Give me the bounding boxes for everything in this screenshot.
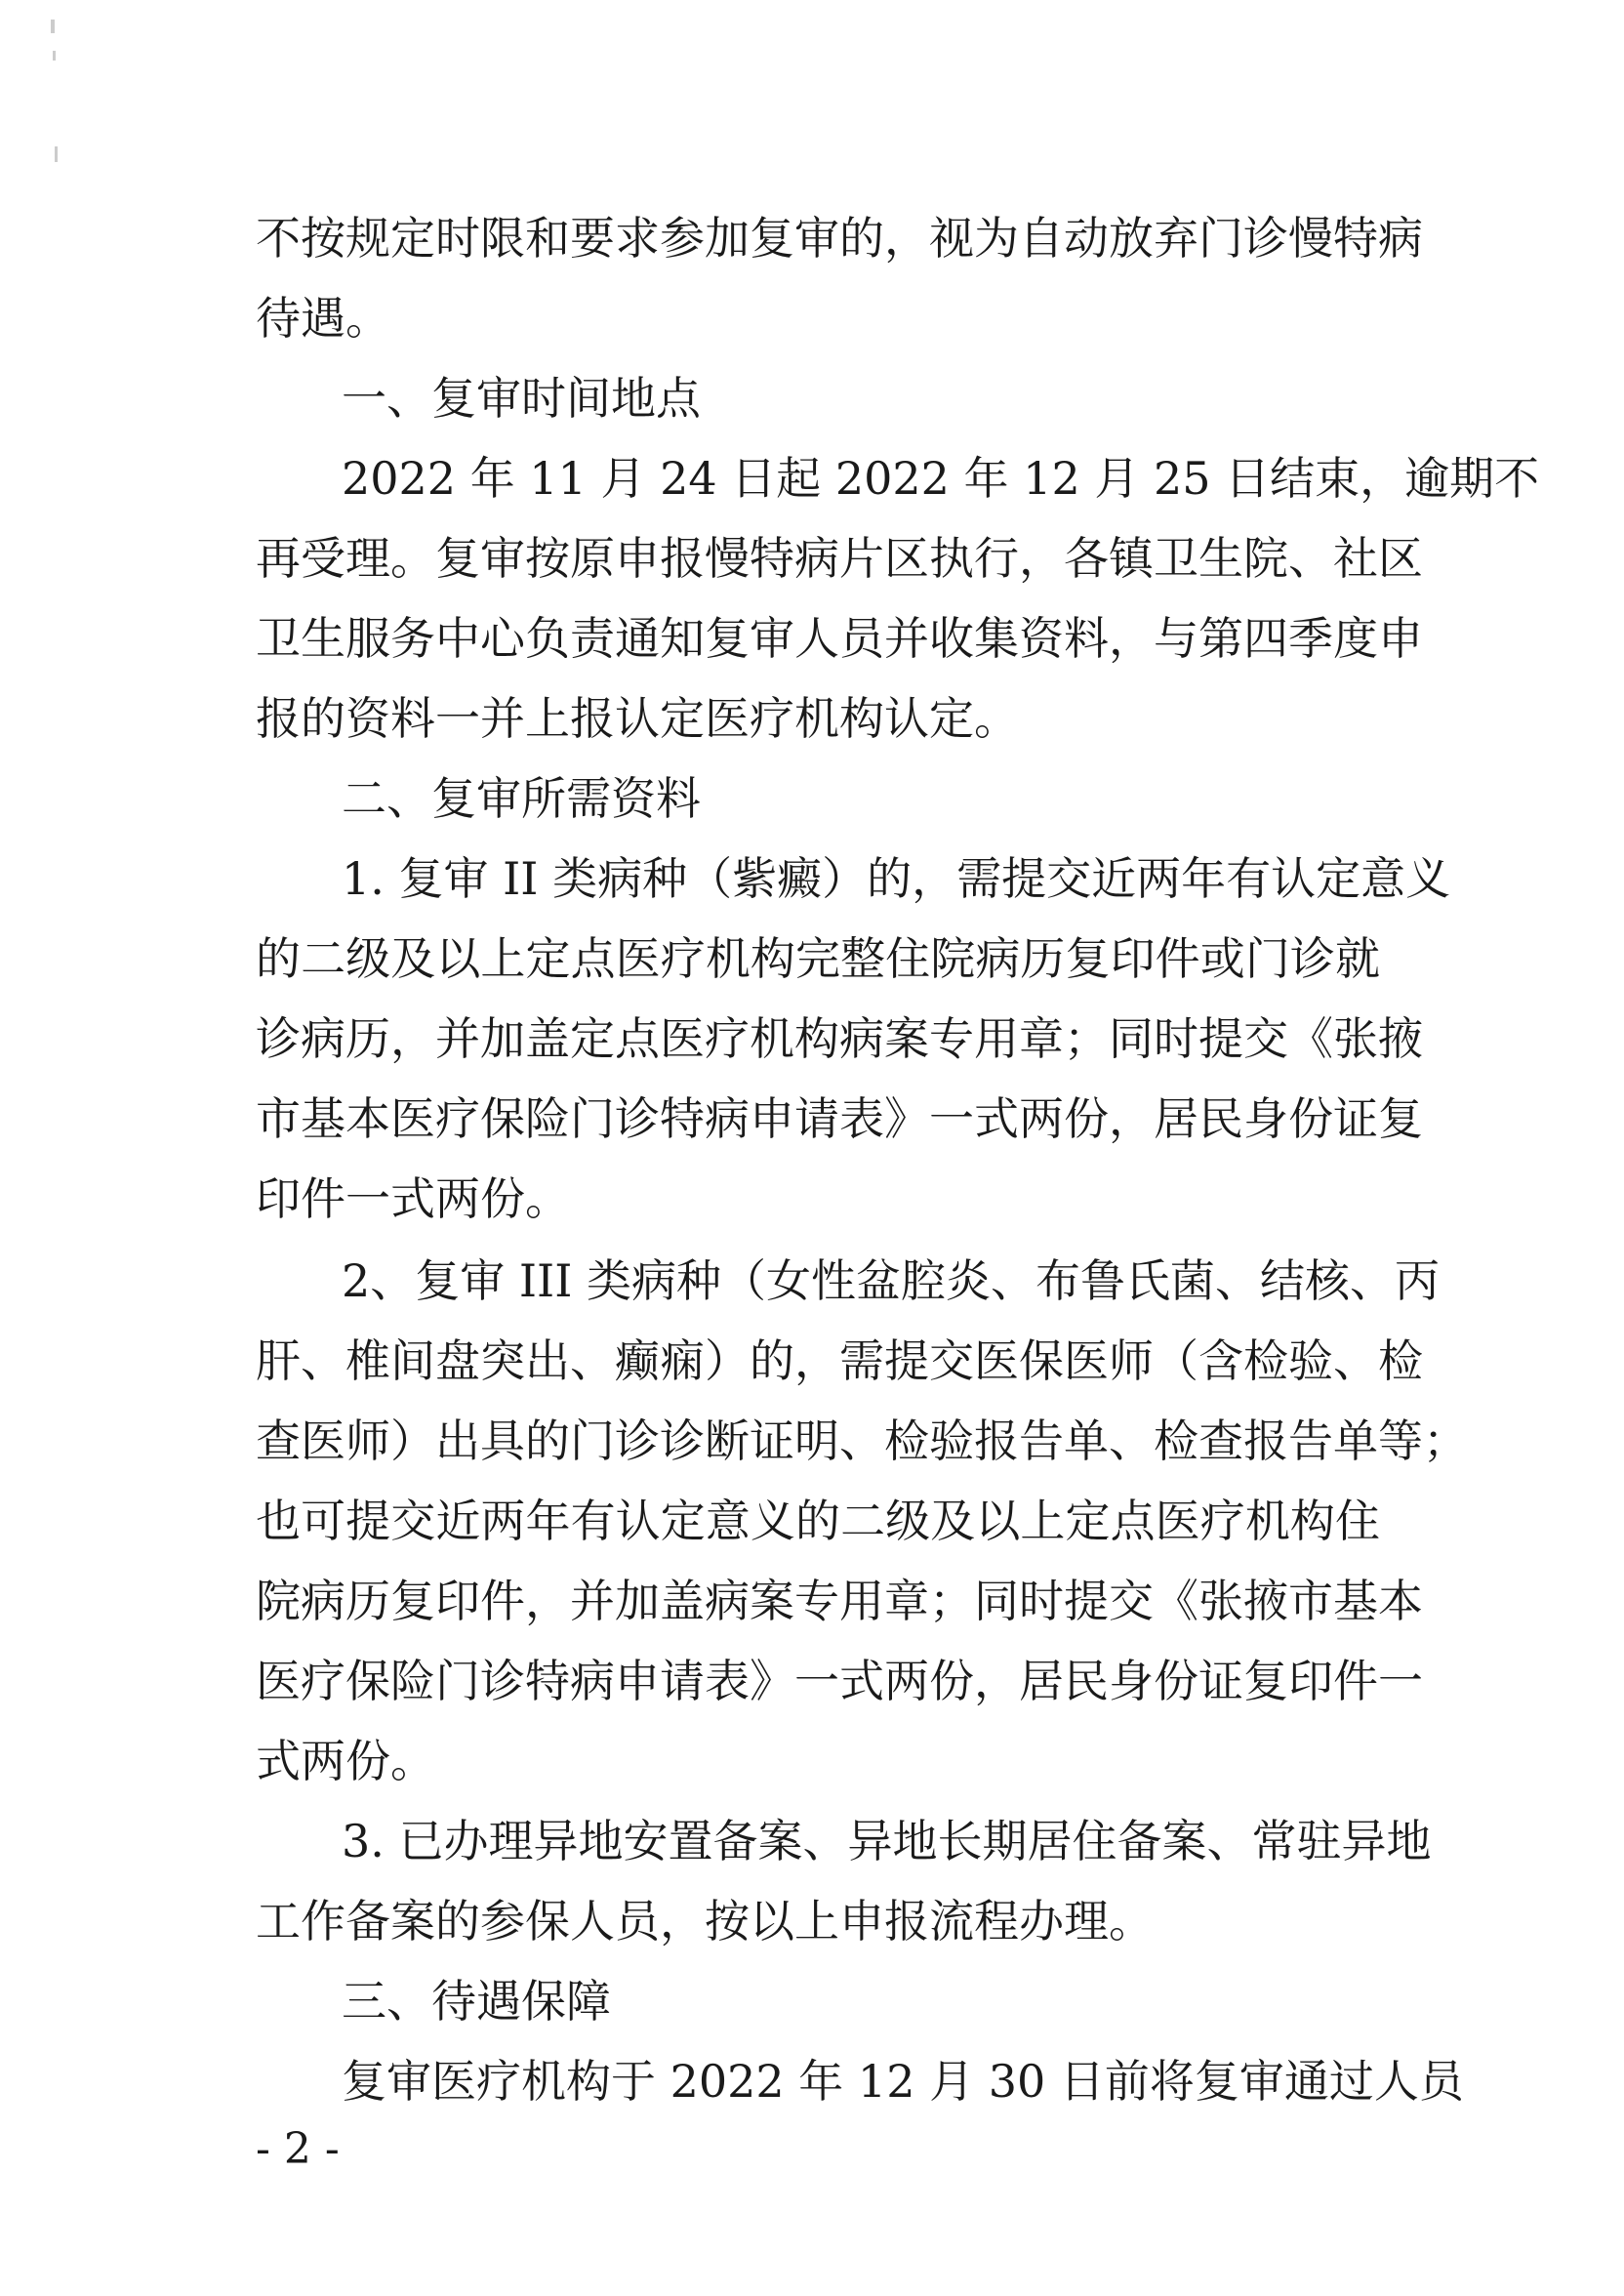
body-line: 2、复审 III 类病种（女性盆腔炎、布鲁氏菌、结核、丙 <box>342 1254 1441 1307</box>
scan-speck <box>53 51 56 61</box>
body-line: 诊病历，并加盖定点医疗机构病案专用章；同时提交《张掖 <box>256 1012 1423 1065</box>
body-line: 查医师）出具的门诊诊断证明、检验报告单、检查报告单等； <box>256 1414 1468 1467</box>
body-line: 2022 年 11 月 24 日起 2022 年 12 月 25 日结束，逾期不 <box>342 452 1540 505</box>
body-line: 卫生服务中心负责通知复审人员并收集资料，与第四季度申 <box>256 612 1423 665</box>
body-line: 工作备案的参保人员，按以上申报流程办理。 <box>256 1895 1154 1948</box>
body-line: 式两份。 <box>256 1735 435 1787</box>
body-line: 的二级及以上定点医疗机构完整住院病历复印件或门诊就 <box>256 932 1380 985</box>
body-line: 院病历复印件，并加盖病案专用章；同时提交《张掖市基本 <box>256 1575 1423 1627</box>
body-line: 医疗保险门诊特病申请表》一式两份，居民身份证复印件一 <box>256 1655 1423 1707</box>
section-heading: 三、待遇保障 <box>342 1975 611 2028</box>
body-line: 待遇。 <box>256 292 390 345</box>
scan-speck <box>55 146 58 162</box>
scan-speck <box>51 20 55 33</box>
body-line: 复审医疗机构于 2022 年 12 月 30 日前将复审通过人员 <box>342 2055 1464 2108</box>
page-number: - 2 - <box>256 2124 340 2174</box>
body-line: 肝、椎间盘突出、癫痫）的，需提交医保医师（含检验、检 <box>256 1334 1423 1387</box>
body-line: 市基本医疗保险门诊特病申请表》一式两份，居民身份证复 <box>256 1092 1423 1145</box>
body-line: 不按规定时限和要求参加复审的，视为自动放弃门诊慢特病 <box>256 212 1423 265</box>
body-line: 再受理。复审按原申报慢特病片区执行，各镇卫生院、社区 <box>256 532 1423 585</box>
section-heading: 二、复审所需资料 <box>342 772 701 825</box>
body-line: 1. 复审 II 类病种（紫癜）的，需提交近两年有认定意义 <box>342 852 1451 905</box>
body-line: 也可提交近两年有认定意义的二级及以上定点医疗机构住 <box>256 1495 1380 1547</box>
body-line: 报的资料一并上报认定医疗机构认定。 <box>256 692 1019 745</box>
section-heading: 一、复审时间地点 <box>342 372 701 425</box>
body-line: 印件一式两份。 <box>256 1172 570 1225</box>
body-line: 3. 已办理异地安置备案、异地长期居住备案、常驻异地 <box>342 1815 1432 1867</box>
